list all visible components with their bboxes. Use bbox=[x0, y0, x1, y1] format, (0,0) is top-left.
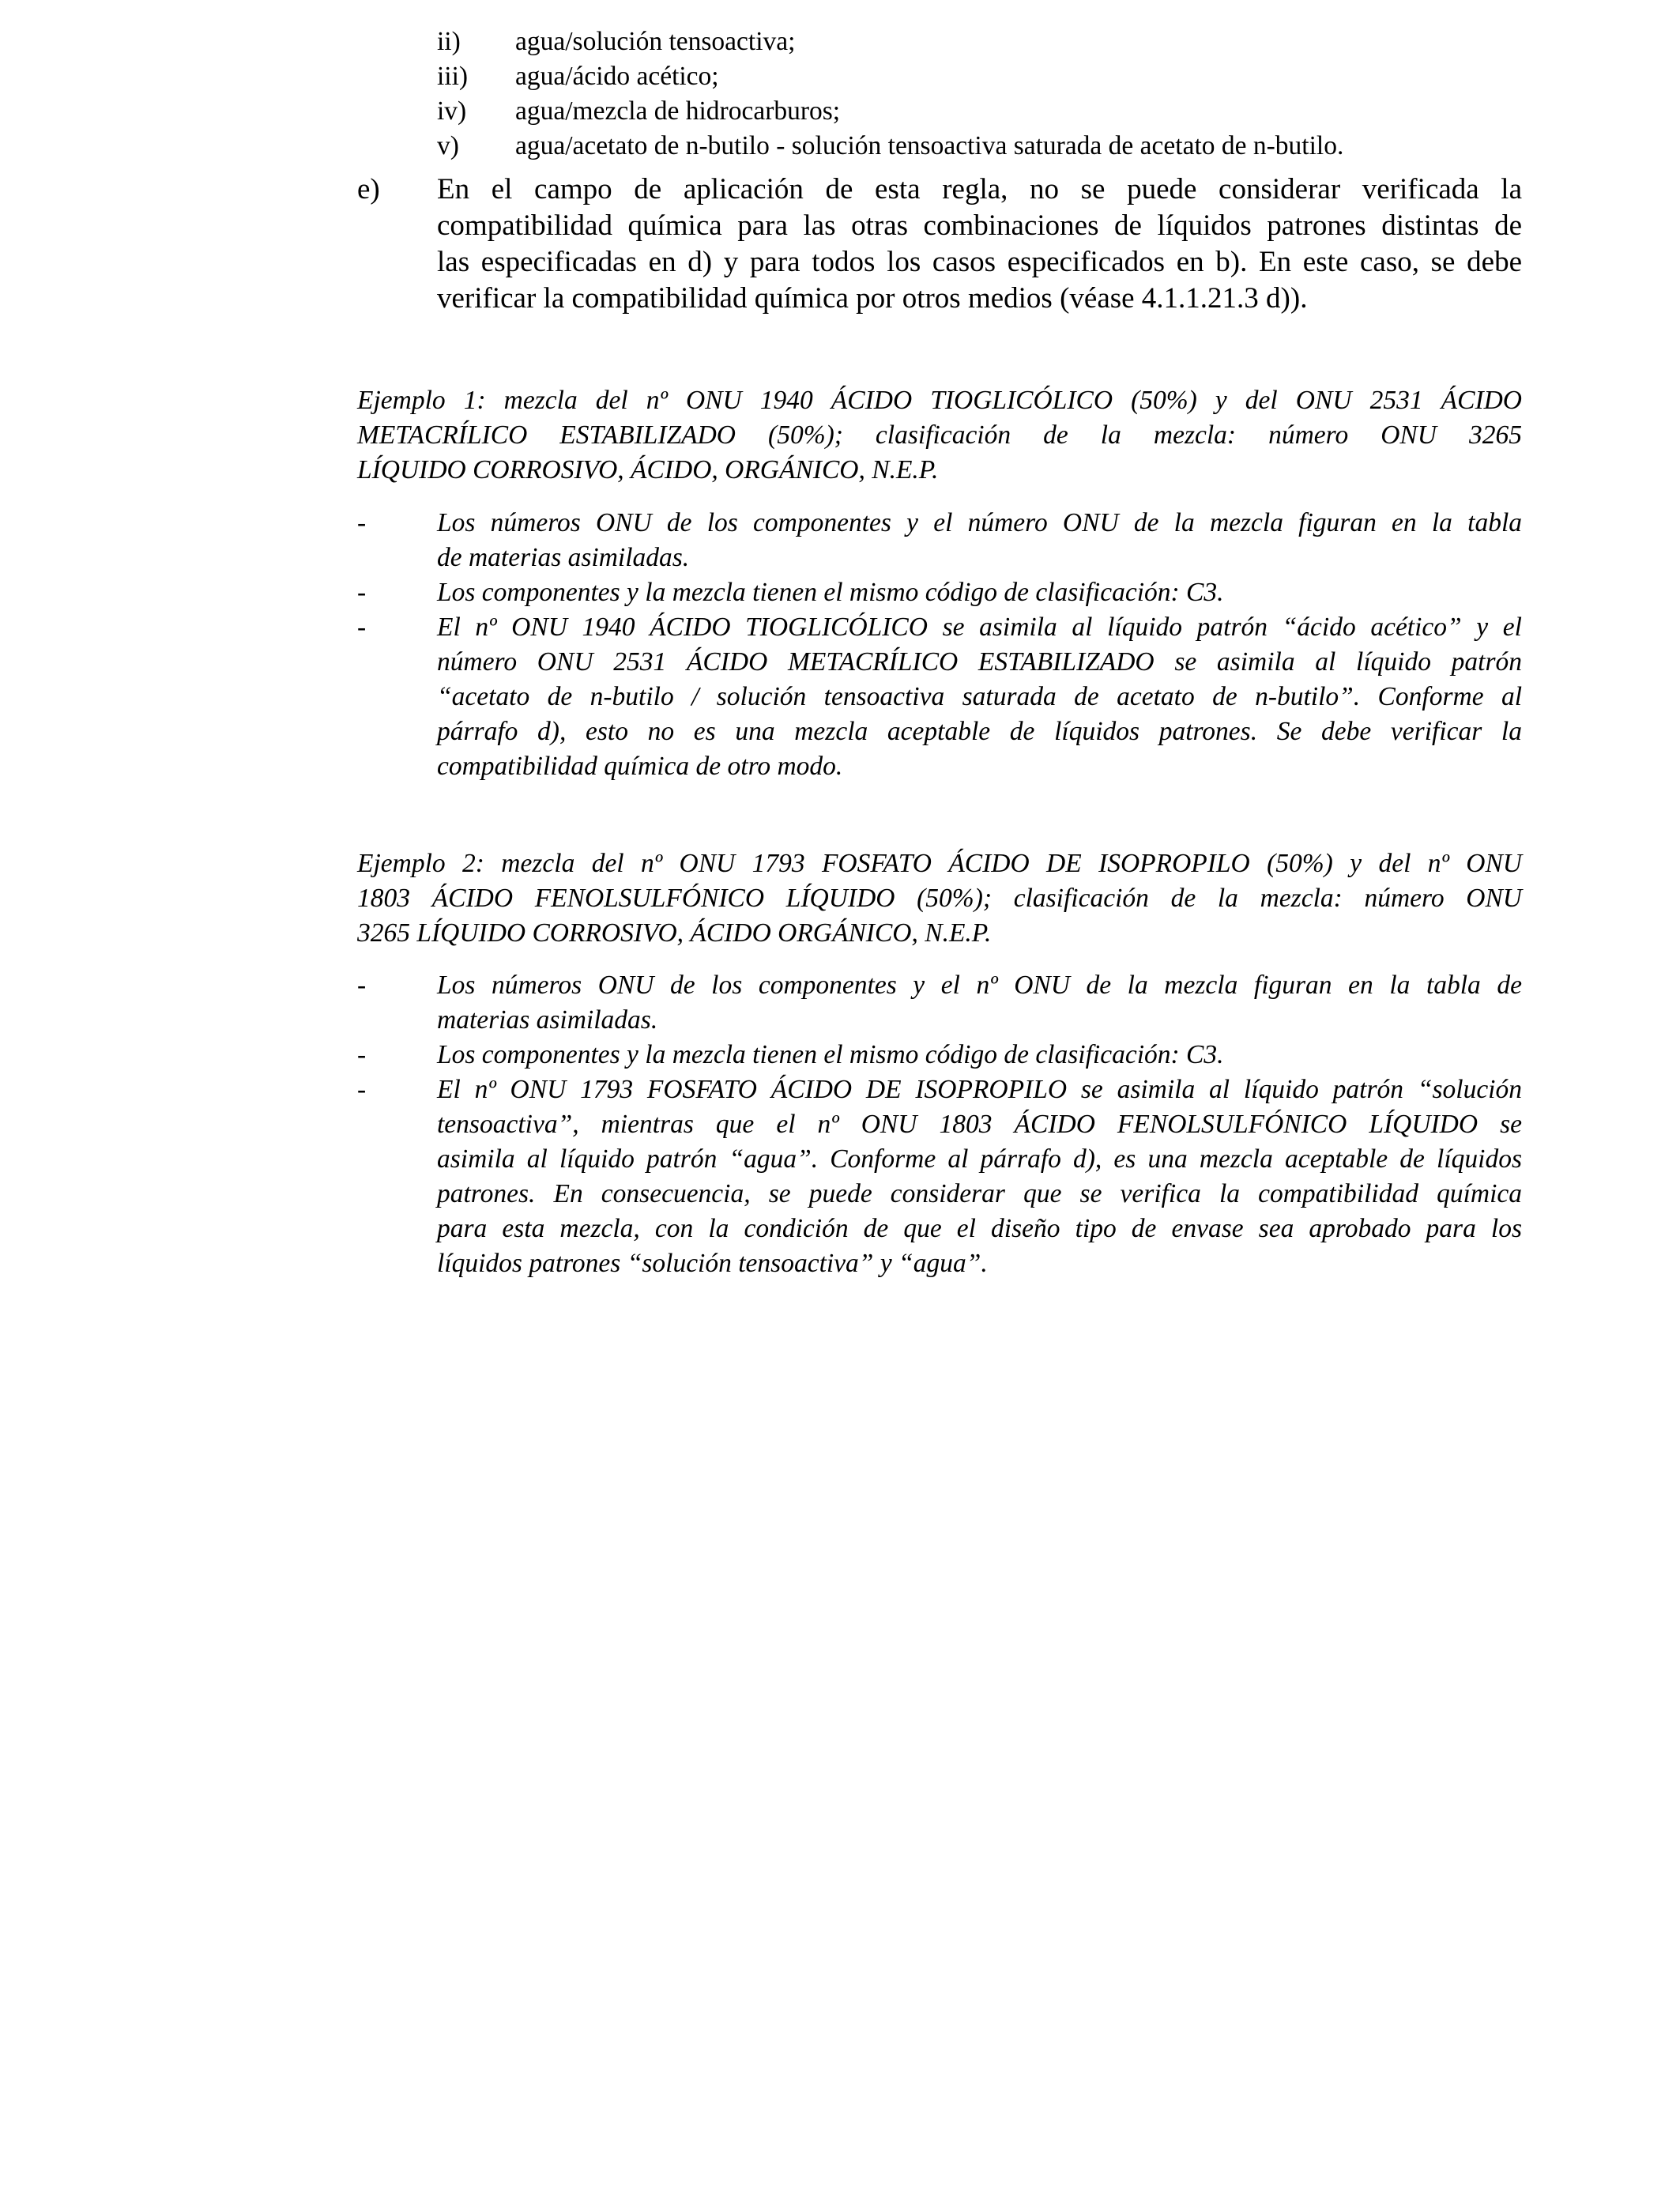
bullet-dash: - bbox=[357, 578, 367, 607]
bullet-dash: - bbox=[357, 971, 367, 1000]
example-1-heading-line: Ejemplo 1: mezcla del nº ONU 1940 ÁCIDO TIOGLICÓLICO (50%) y del ONU 2531 ÁCIDO bbox=[357, 386, 1522, 415]
bullet-line: tensoactiva”, mientras que el nº ONU 1803 ÁCIDO FENOLSULFÓNICO LÍQUIDO se bbox=[437, 1110, 1522, 1139]
list-item-number: ii) bbox=[437, 27, 461, 56]
bullet-line: número ONU 2531 ÁCIDO METACRÍLICO ESTABILIZADO se asimila al líquido patrón bbox=[437, 647, 1522, 677]
bullet-line: de materias asimiladas. bbox=[437, 543, 690, 572]
bullet-line: materias asimiladas. bbox=[437, 1005, 658, 1035]
item-e-line: las especificadas en d) y para todos los casos especificados en b). En este caso, se debe bbox=[437, 246, 1522, 278]
bullet-line: Los componentes y la mezcla tienen el mismo código de clasificación: C3. bbox=[437, 1040, 1224, 1069]
item-e-label: e) bbox=[357, 173, 380, 205]
bullet-line: El nº ONU 1940 ÁCIDO TIOGLICÓLICO se asimila al líquido patrón “ácido acético” y el bbox=[437, 613, 1522, 642]
bullet-dash: - bbox=[357, 1075, 367, 1104]
bullet-dash: - bbox=[357, 508, 367, 537]
bullet-dash: - bbox=[357, 613, 367, 642]
bullet-line: líquidos patrones “solución tensoactiva” y “agua”. bbox=[437, 1249, 988, 1278]
list-item-text: agua/acetato de n-butilo - solución tensoactiva saturada de acetato de n-butilo. bbox=[515, 131, 1344, 160]
list-item-text: agua/ácido acético; bbox=[515, 62, 719, 91]
example-2-heading-line: 1803 ÁCIDO FENOLSULFÓNICO LÍQUIDO (50%); clasificación de la mezcla: número ONU bbox=[357, 884, 1522, 913]
list-item-number: iii) bbox=[437, 62, 469, 91]
bullet-line: Los números ONU de los componentes y el nº ONU de la mezcla figuran en la tabla de bbox=[437, 971, 1522, 1000]
item-e-line: verificar la compatibilidad química por otros medios (véase 4.1.1.21.3 d)). bbox=[437, 282, 1308, 315]
bullet-line: Los componentes y la mezcla tienen el mismo código de clasificación: C3. bbox=[437, 578, 1224, 607]
example-1-heading-line: LÍQUIDO CORROSIVO, ÁCIDO, ORGÁNICO, N.E.P. bbox=[357, 455, 939, 484]
bullet-line: El nº ONU 1793 FOSFATO ÁCIDO DE ISOPROPILO se asimila al líquido patrón “solución bbox=[437, 1075, 1522, 1104]
bullet-line: Los números ONU de los componentes y el número ONU de la mezcla figuran en la tabla bbox=[437, 508, 1522, 537]
bullet-line: asimila al líquido patrón “agua”. Conforme al párrafo d), es una mezcla aceptable de líquidos bbox=[437, 1144, 1522, 1174]
list-item-number: v) bbox=[437, 131, 459, 160]
item-e-line: compatibilidad química para las otras combinaciones de líquidos patrones distintas de bbox=[437, 209, 1522, 242]
bullet-line: patrones. En consecuencia, se puede considerar que se verifica la compatibilidad química bbox=[437, 1179, 1522, 1208]
list-item-text: agua/solución tensoactiva; bbox=[515, 27, 796, 56]
list-item-text: agua/mezcla de hidrocarburos; bbox=[515, 96, 841, 126]
bullet-line: párrafo d), esto no es una mezcla aceptable de líquidos patrones. Se debe verificar la bbox=[437, 717, 1522, 746]
item-e-line: En el campo de aplicación de esta regla, no se puede considerar verificada la bbox=[437, 173, 1522, 205]
bullet-line: “acetato de n-butilo / solución tensoactiva saturada de acetato de n-butilo”. Conforme al bbox=[437, 682, 1522, 711]
bullet-line: para esta mezcla, con la condición de que el diseño tipo de envase sea aprobado para los bbox=[437, 1214, 1522, 1243]
list-item-number: iv) bbox=[437, 96, 467, 126]
bullet-line: compatibilidad química de otro modo. bbox=[437, 752, 843, 781]
bullet-dash: - bbox=[357, 1040, 367, 1069]
example-2-heading-line: Ejemplo 2: mezcla del nº ONU 1793 FOSFATO ÁCIDO DE ISOPROPILO (50%) y del nº ONU bbox=[357, 849, 1522, 878]
example-2-heading-line: 3265 LÍQUIDO CORROSIVO, ÁCIDO ORGÁNICO, N.E.P. bbox=[357, 918, 992, 948]
example-1-heading-line: METACRÍLICO ESTABILIZADO (50%); clasificación de la mezcla: número ONU 3265 bbox=[357, 420, 1522, 450]
